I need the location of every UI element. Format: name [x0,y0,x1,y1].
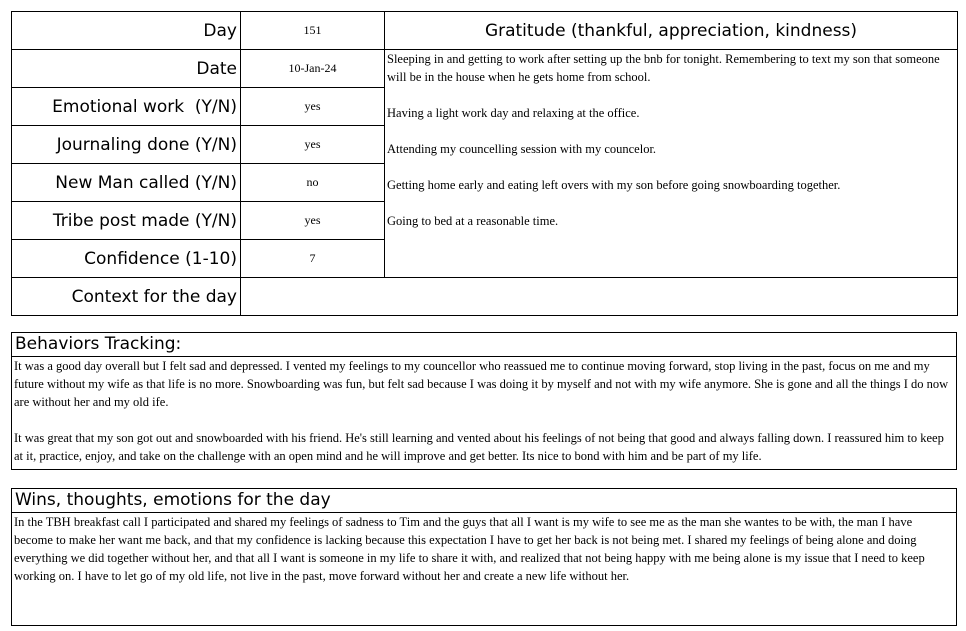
context-value-cell [241,278,958,316]
behaviors-paragraph: It was great that my son got out and snowboarded with his friend. He's still learning and vented about his feelings of not being that good and always falling down. I reassured him to keep at it, practice, enjoy, and take on the challenge with an open mind and he will improve and get better. Its nice to bond with him and be part of my life. [14,431,944,463]
tracker-label-tribe-post: Tribe post made (Y/N) [12,202,241,240]
tracker-value-confidence: 7 [241,240,385,278]
tracker-value-emotional-work: yes [241,88,385,126]
behaviors-heading: Behaviors Tracking: [12,333,956,357]
gratitude-item: Attending my councelling session with my councelor. [387,142,657,156]
tracker-label-confidence: Confidence (1-10) [12,240,241,278]
gratitude-list [385,50,958,278]
behaviors-tracking-section [11,332,957,470]
wins-thoughts-section [11,488,957,626]
gratitude-item: Getting home early and eating left overs with my son before going snowboarding together. [387,178,841,192]
behaviors-body [12,357,956,465]
tracker-label-date: Date [12,50,241,88]
daily-tracker-table [11,11,958,316]
tracker-label-journaling: Journaling done (Y/N) [12,126,241,164]
tracker-label-context: Context for the day [12,278,241,316]
gratitude-item: Having a light work day and relaxing at the office. [387,106,640,120]
wins-body [12,513,956,585]
tracker-label-new-man-called: New Man called (Y/N) [12,164,241,202]
tracker-label-day: Day [12,12,241,50]
gratitude-heading: Gratitude (thankful, appreciation, kindness) [385,12,958,50]
tracker-value-day: 151 [241,12,385,50]
tracker-value-new-man-called: no [241,164,385,202]
tracker-value-date: 10-Jan-24 [241,50,385,88]
behaviors-paragraph: It was a good day overall but I felt sad and depressed. I vented my feelings to my councellor who reassued me to continue moving forward, stop living in the past, focus on me and my future without my wife as that life is no more. Snowboarding was fun, but felt sad because I was doing it by myself and not with my wife anymore. She is gone and all the things I do now are without her and my old ife. [14,359,949,409]
gratitude-item: Going to bed at a reasonable time. [387,214,559,228]
tracker-value-journaling: yes [241,126,385,164]
tracker-value-tribe-post: yes [241,202,385,240]
wins-heading: Wins, thoughts, emotions for the day [12,489,956,513]
wins-paragraph: In the TBH breakfast call I participated and shared my feelings of sadness to Tim and the guys that all I want is my wife to see me as the man she wantes to be with, the man I have become to make her want me back, and that my confidence is lacking because this expectation I have to get her back is not being met. I shared my feelings of being alone and doing everything we did together without her, and that all I want is someone in my life to share it with, and realized that not being happy with me being alone is my issue that I need to keep working on. I have to let go of my old life, not live in the past, move forward without her and create a new life without her. [14,515,925,583]
tracker-label-emotional-work: Emotional work (Y/N) [12,88,241,126]
gratitude-item: Sleeping in and getting to work after setting up the bnb for tonight. Remembering to text my son that someone will be in the house when he gets home from school. [387,52,940,84]
